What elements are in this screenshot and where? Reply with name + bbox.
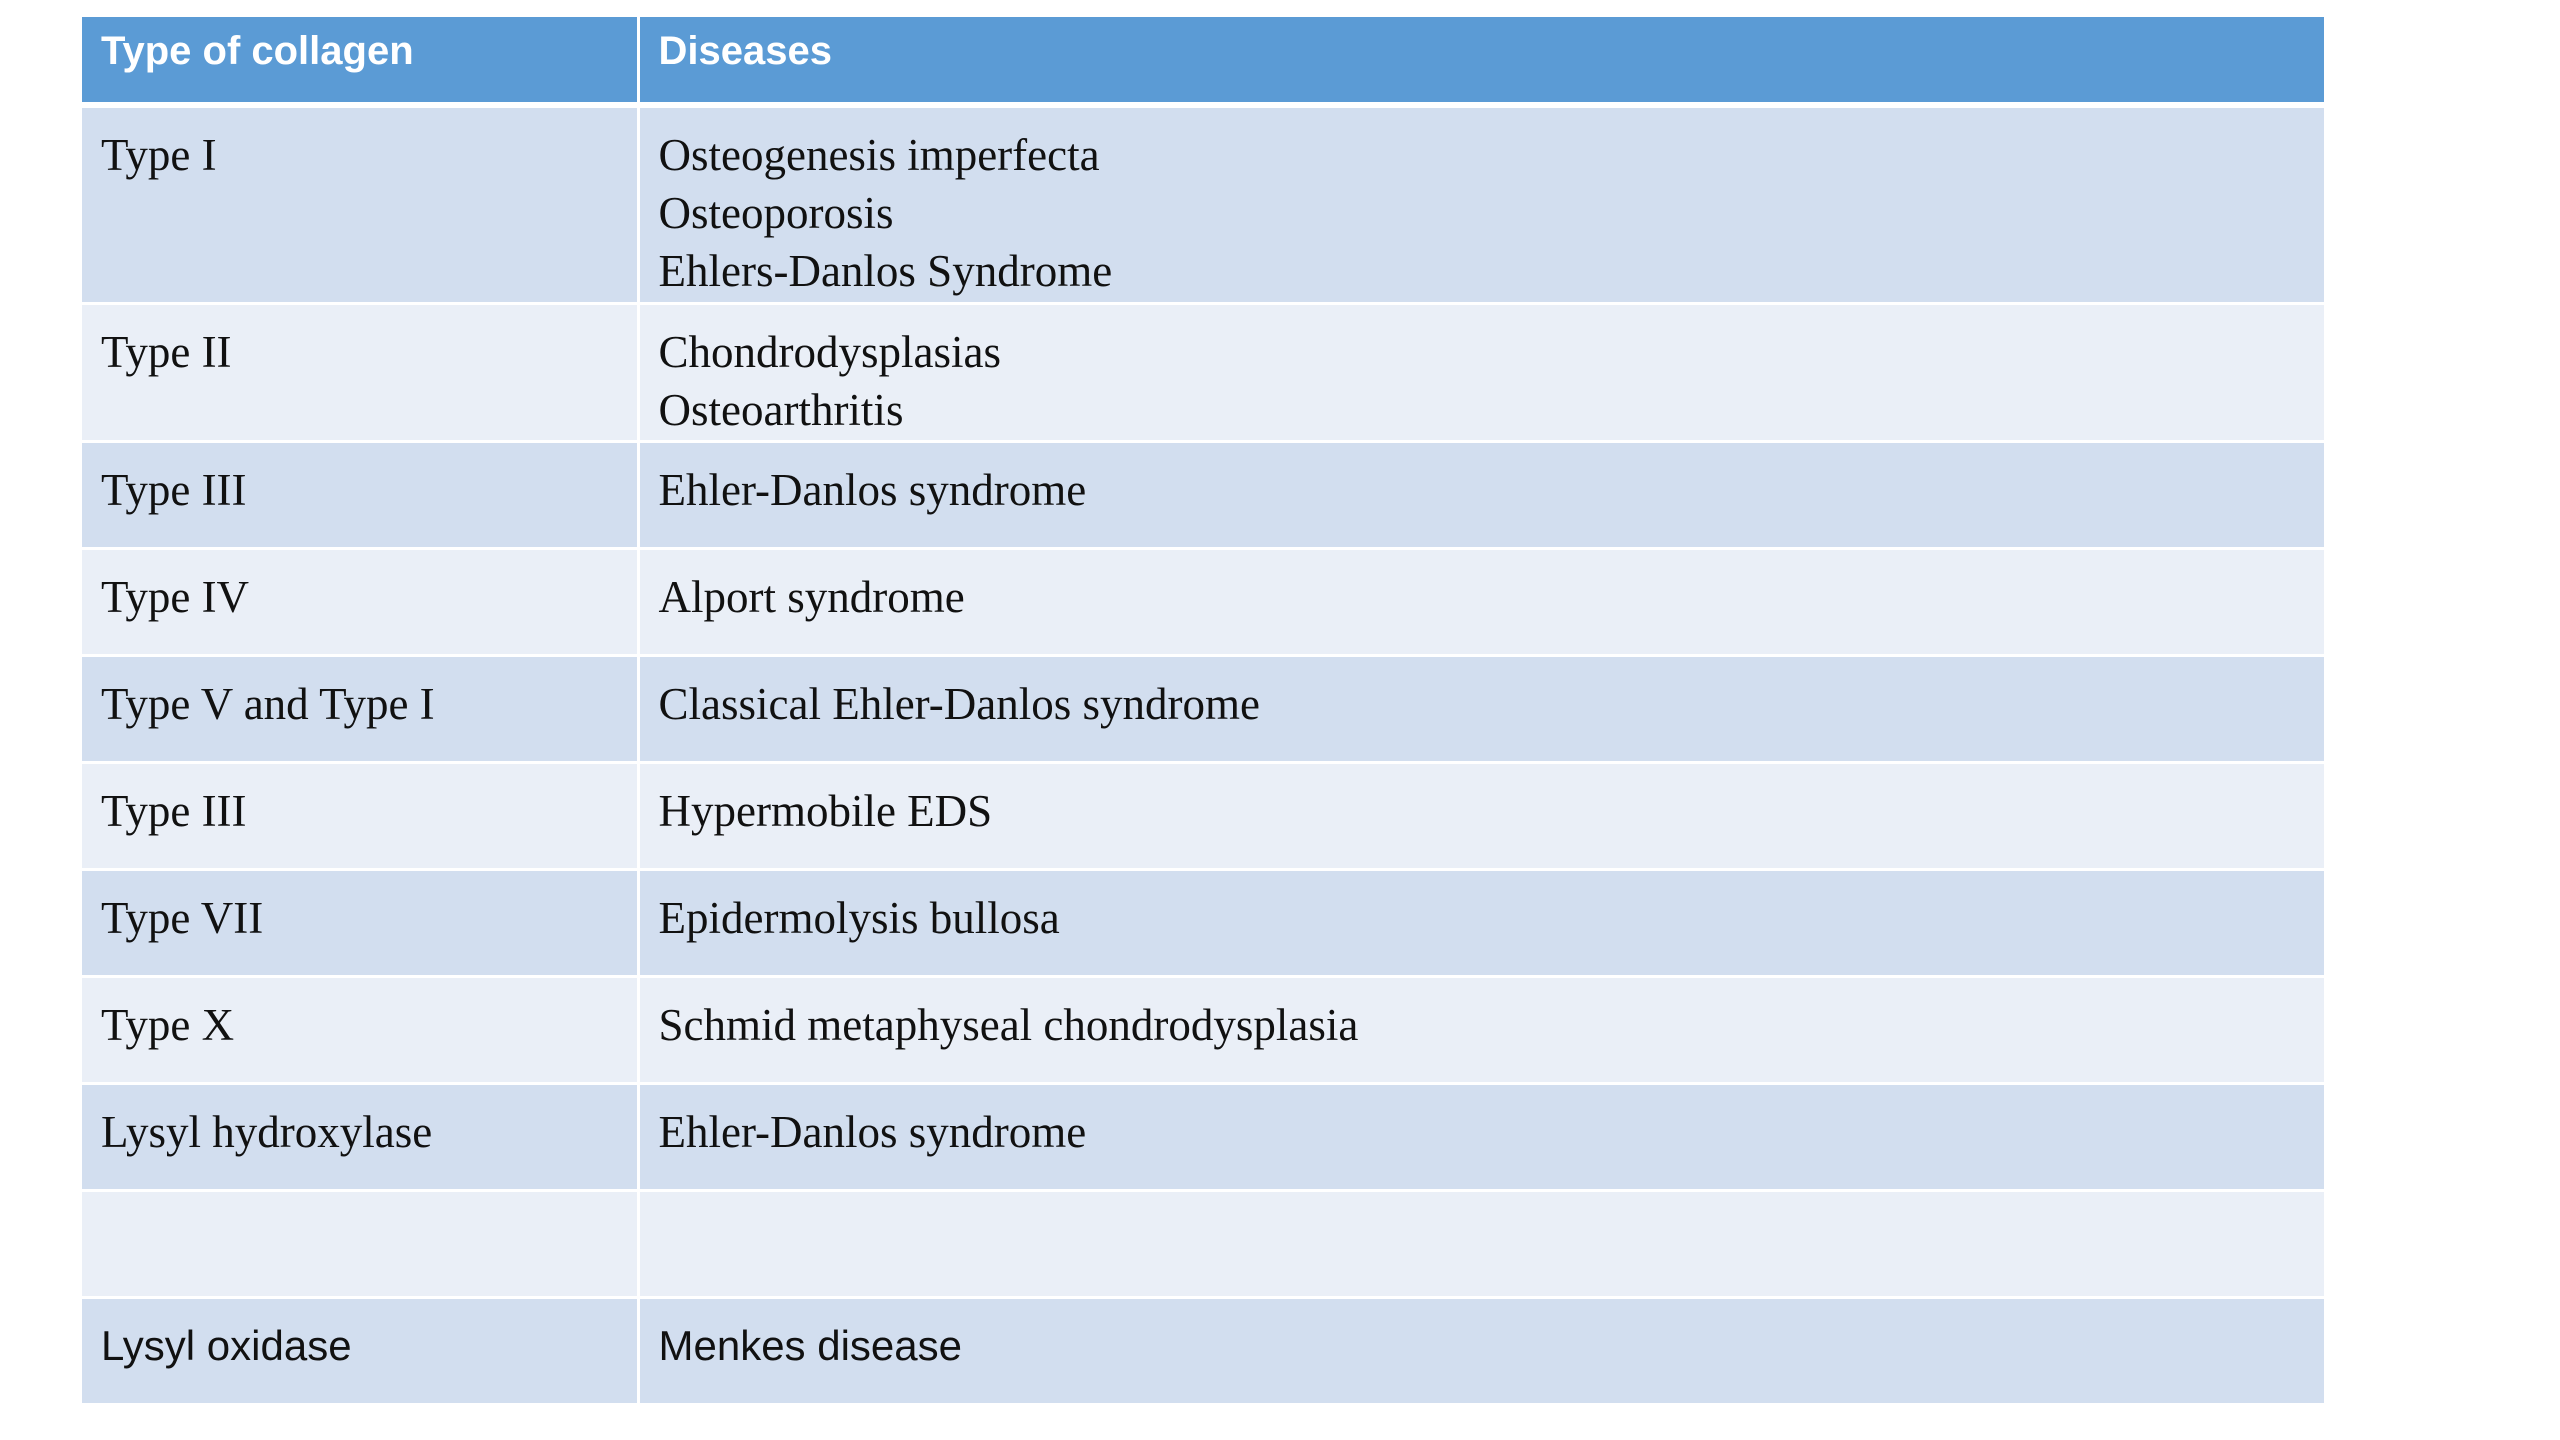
- header-diseases: Diseases: [638, 17, 2324, 105]
- collagen-diseases-table: [82, 17, 2324, 1406]
- collagen-type-cell: Type X: [82, 976, 638, 1083]
- collagen-type-cell: Lysyl oxidase: [82, 1297, 638, 1404]
- disease-item: Chondrodysplasias: [658, 326, 1001, 377]
- diseases-cell: [638, 1083, 2324, 1190]
- disease-item: Classical Ehler-Danlos syndrome: [658, 678, 1260, 729]
- table-row: [82, 441, 2324, 548]
- disease-item: Menkes disease: [658, 1321, 962, 1369]
- diseases-cell: [638, 869, 2324, 976]
- disease-item: Alport syndrome: [658, 571, 965, 622]
- diseases-cell: [638, 105, 2324, 303]
- table-row: [82, 976, 2324, 1083]
- disease-item: Ehler-Danlos syndrome: [658, 1106, 1087, 1157]
- table-row: [82, 105, 2324, 303]
- diseases-cell: [638, 655, 2324, 762]
- disease-item: Hypermobile EDS: [658, 785, 993, 836]
- table-row: [82, 548, 2324, 655]
- disease-item: Osteogenesis imperfecta: [658, 130, 1100, 180]
- disease-item: Osteoporosis: [658, 188, 894, 238]
- table-row: [82, 1297, 2324, 1404]
- diseases-cell: [638, 976, 2324, 1083]
- table-row: [82, 303, 2324, 441]
- diseases-cell: [638, 1190, 2324, 1297]
- header-type-of-collagen: Type of collagen: [82, 17, 638, 105]
- collagen-type-cell: [82, 1190, 638, 1297]
- table-row: [82, 655, 2324, 762]
- table-row: [82, 869, 2324, 976]
- collagen-type-cell: Type IV: [82, 548, 638, 655]
- diseases-cell: [638, 303, 2324, 441]
- diseases-cell: [638, 441, 2324, 548]
- collagen-type-cell: Type V and Type I: [82, 655, 638, 762]
- empty-table-row: [82, 1190, 2324, 1297]
- disease-item: Epidermolysis bullosa: [658, 892, 1060, 943]
- collagen-type-cell: Lysyl hydroxylase: [82, 1083, 638, 1190]
- disease-item: Osteoarthritis: [658, 384, 904, 435]
- collagen-type-cell: Type VII: [82, 869, 638, 976]
- table-row: [82, 1083, 2324, 1190]
- table-header-row: [82, 17, 2324, 105]
- table-row: [82, 762, 2324, 869]
- collagen-type-cell: Type III: [82, 762, 638, 869]
- collagen-type-cell: Type II: [82, 303, 638, 441]
- diseases-cell: [638, 762, 2324, 869]
- collagen-type-cell: Type III: [82, 441, 638, 548]
- disease-item: Ehler-Danlos syndrome: [658, 464, 1087, 515]
- disease-item: Schmid metaphyseal chondrodysplasia: [658, 999, 1359, 1050]
- collagen-type-cell: Type I: [82, 105, 638, 303]
- diseases-cell: [638, 1297, 2324, 1404]
- disease-item: Ehlers-Danlos Syndrome: [658, 246, 1113, 296]
- diseases-cell: [638, 548, 2324, 655]
